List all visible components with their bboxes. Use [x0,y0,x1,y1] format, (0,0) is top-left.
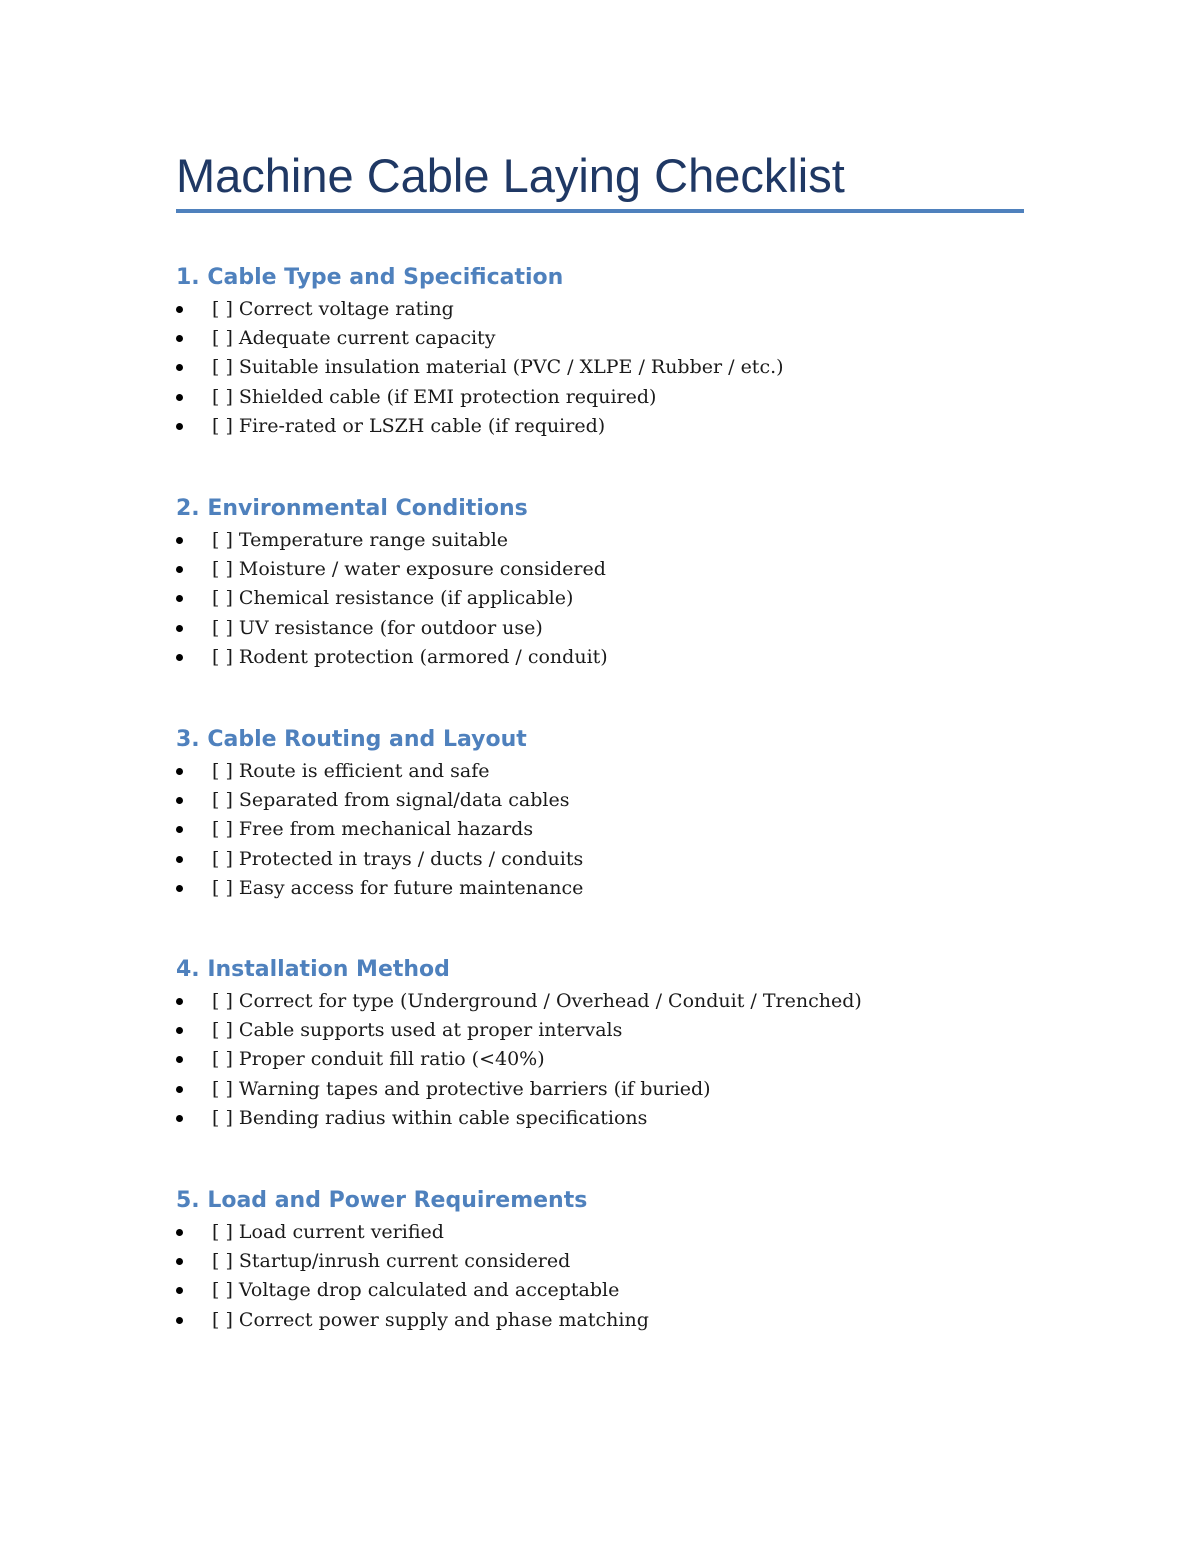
checklist-item [176,1218,1024,1247]
bullet-icon [176,1027,183,1034]
checklist-item-text: [ ] Protected in trays / ducts / conduits [212,847,584,870]
checklist-item-text: [ ] UV resistance (for outdoor use) [212,616,543,639]
bullet-icon [176,1086,183,1093]
bullet-icon [176,1317,183,1324]
checklist-item [176,1075,1024,1104]
checklist-item [176,412,1024,441]
checklist-item [176,643,1024,672]
checklist-item [176,1247,1024,1276]
checklist-item-text: [ ] Load current verified [212,1221,444,1243]
bullet-icon [176,1115,183,1122]
section-heading: 1. Cable Type and Specification [176,265,564,290]
checklist-item [176,526,1024,555]
checklist-item-text: [ ] Rodent protection (armored / conduit) [212,645,608,668]
bullet-icon [176,364,183,371]
checklist [176,987,1024,1133]
checklist-item [176,786,1024,815]
checklist-item-text: [ ] Free from mechanical hazards [212,818,534,841]
checklist-item-text: [ ] Easy access for future maintenance [212,876,584,899]
checklist-item [176,1104,1024,1133]
bullet-icon [176,768,183,775]
checklist-item-text: [ ] Separated from signal/data cables [212,789,570,812]
bullet-icon [176,335,183,342]
checklist [176,1218,1024,1335]
checklist-item-text: [ ] Correct for type (Underground / Overhead / Conduit / Trenched) [212,990,862,1012]
checklist-item [176,1276,1024,1305]
section-installation [176,955,1024,1133]
checklist-item [176,845,1024,874]
section-heading: 3. Cable Routing and Layout [176,727,527,752]
checklist-item-text: [ ] Correct voltage rating [212,298,454,320]
section-routing [176,725,1024,903]
bullet-icon [176,423,183,430]
checklist-item [176,1306,1024,1335]
checklist-item-text: [ ] Warning tapes and protective barriers (if buried) [212,1077,711,1100]
checklist-item-text: [ ] Chemical resistance (if applicable) [212,587,574,610]
bullet-icon [176,595,183,602]
checklist-item [176,1016,1024,1045]
checklist-item-text: [ ] Cable supports used at proper intervals [212,1019,623,1042]
checklist [176,757,1024,903]
checklist-item [176,383,1024,412]
section-environmental [176,494,1024,672]
checklist-item-text: [ ] Adequate current capacity [212,327,496,350]
section-cable-type [176,263,1024,441]
bullet-icon [176,1056,183,1063]
checklist-item-text: [ ] Correct power supply and phase matching [212,1308,649,1331]
bullet-icon [176,826,183,833]
bullet-icon [176,885,183,892]
checklist-item-text: [ ] Moisture / water exposure considered [212,558,606,581]
checklist-item-text: [ ] Temperature range suitable [212,529,509,551]
checklist-item [176,1045,1024,1074]
bullet-icon [176,537,183,544]
checklist-item-text: [ ] Voltage drop calculated and acceptable [212,1279,620,1302]
bullet-icon [176,1287,183,1294]
checklist-item [176,614,1024,643]
bullet-icon [176,797,183,804]
bullet-icon [176,625,183,632]
checklist-item [176,987,1024,1016]
checklist-item-text: [ ] Shielded cable (if EMI protection required) [212,385,657,408]
bullet-icon [176,998,183,1005]
checklist-item [176,295,1024,324]
section-heading: 2. Environmental Conditions [176,496,528,521]
section-load-power [176,1186,1024,1335]
bullet-icon [176,566,183,573]
checklist-item [176,584,1024,613]
checklist-item-text: [ ] Bending radius within cable specifications [212,1106,648,1129]
checklist-item [176,874,1024,903]
section-heading: 4. Installation Method [176,957,450,982]
checklist-item [176,324,1024,353]
bullet-icon [176,394,183,401]
bullet-icon [176,654,183,661]
checklist [176,526,1024,672]
bullet-icon [176,1229,183,1236]
checklist-item-text: [ ] Proper conduit fill ratio (<40%) [212,1048,545,1071]
bullet-icon [176,1258,183,1265]
checklist-item-text: [ ] Route is efficient and safe [212,760,490,782]
checklist [176,295,1024,441]
checklist-item [176,757,1024,786]
checklist-item-text: [ ] Suitable insulation material (PVC / XLPE / Rubber / etc.) [212,356,784,379]
checklist-item [176,555,1024,584]
page-title: Machine Cable Laying Checklist [176,149,845,202]
checklist-item-text: [ ] Fire-rated or LSZH cable (if required) [212,414,606,437]
bullet-icon [176,856,183,863]
checklist-item [176,815,1024,844]
bullet-icon [176,306,183,313]
section-heading: 5. Load and Power Requirements [176,1188,588,1213]
checklist-item-text: [ ] Startup/inrush current considered [212,1250,571,1273]
checklist-item [176,353,1024,382]
title-underline [176,209,1024,213]
